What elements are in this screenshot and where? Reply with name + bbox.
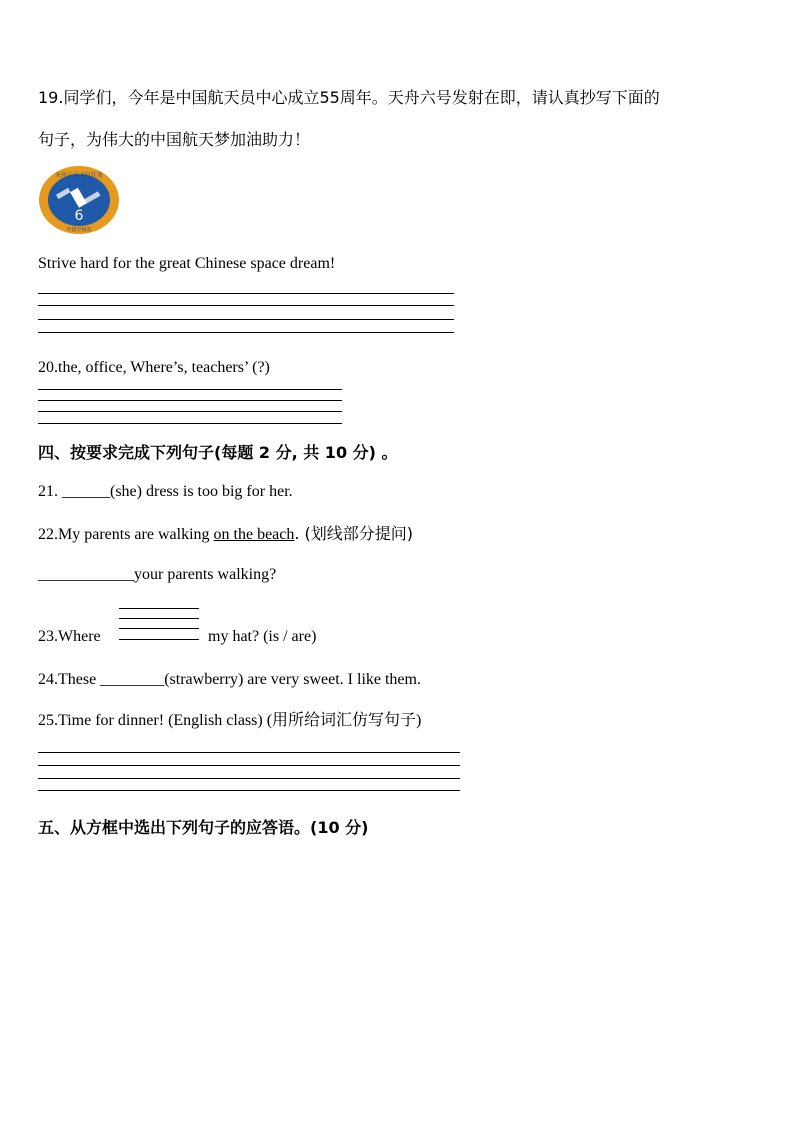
q22-answer-line: ____________your parents walking? [38, 566, 277, 583]
writing-line [38, 423, 342, 424]
logo-number: 6 [74, 208, 84, 224]
q22-text [38, 524, 413, 545]
q22-suffix: . (划线部分提问) [294, 524, 414, 543]
writing-line [38, 332, 454, 333]
writing-line [38, 400, 342, 401]
writing-line [119, 618, 199, 619]
q19-instruction-line2: 句子，为伟大的中国航天梦加油助力！ [38, 130, 311, 149]
writing-line [119, 608, 199, 609]
mission-logo-image [38, 165, 120, 235]
writing-line [38, 778, 460, 779]
q19-instruction-line1: 19.同学们，今年是中国航天员中心成立55周年。天舟六号发射在即，请认真抄写下面的 [38, 88, 660, 107]
q19-sentence: Strive hard for the great Chinese space dream! [38, 255, 336, 272]
section-5-title: 五、从方框中选出下列句子的应答语。(10 分) [38, 818, 369, 837]
logo-text-bottom: 中国空间站 [66, 227, 92, 233]
q23-label: 23.Where [38, 628, 101, 645]
writing-line [38, 293, 454, 294]
q22-prefix: 22.My parents are walking [38, 526, 214, 543]
writing-line [38, 790, 460, 791]
q24-text: 24.These ________(strawberry) are very sweet. I like them. [38, 671, 421, 688]
writing-line [119, 628, 199, 629]
writing-line [38, 411, 342, 412]
writing-line [38, 305, 454, 306]
q20-words: 20.the, office, Where’s, teachers’ (?) [38, 359, 270, 376]
writing-line [38, 752, 460, 753]
writing-line [38, 389, 342, 390]
writing-line [119, 639, 199, 640]
q23-rest: my hat? (is / are) [208, 628, 317, 645]
writing-line [38, 319, 454, 320]
q22-underlined-phrase: on the beach [213, 526, 295, 543]
logo-text-top: 天舟六号飞行任务 [54, 172, 104, 179]
q21-text: 21. ______(she) dress is too big for her. [38, 483, 293, 500]
section-4-title: 四、按要求完成下列句子(每题 2 分, 共 10 分) 。 [38, 443, 398, 462]
writing-line [38, 765, 460, 766]
q25-text: 25.Time for dinner! (English class) (用所给词汇仿写句子) [38, 712, 422, 729]
